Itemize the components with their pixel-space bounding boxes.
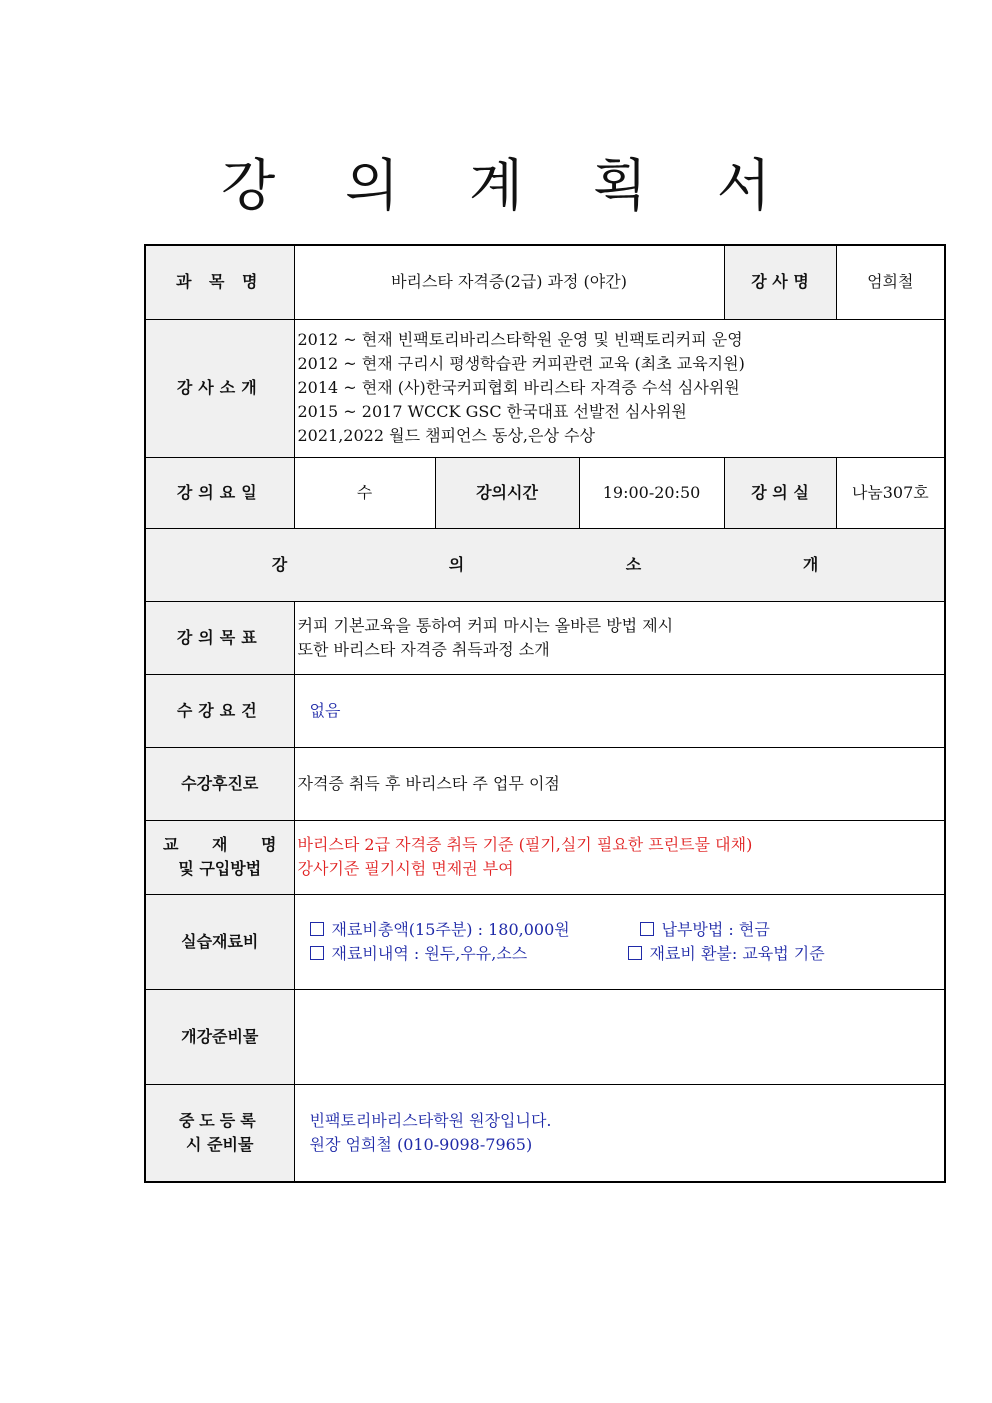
textbook-row [145,820,945,894]
intro-line: 2014 ~ 현재 (사)한국커피협회 바리스타 자격증 수석 심사위원 [297,378,740,397]
instructor-intro-content [294,319,945,457]
requirements-value: 없음 [309,700,341,720]
textbook-label-line2: 및 구입방법 [178,859,262,878]
room-label: 강 의 실 [751,482,809,502]
objective-label: 강의목표 [176,627,263,647]
preparation-row [145,989,945,1084]
career-value: 자격증 취득 후 바리스타 주 업무 이점 [297,773,560,793]
day-value: 수 [356,482,373,502]
intro-line: 2015 ~ 2017 WCCK GSC 한국대표 선발전 심사위원 [297,402,687,421]
course-label: 과 목 명 [175,272,264,292]
lecture-plan-table [144,244,946,1183]
midterm-label-line2: 시 준비물 [186,1134,254,1154]
midterm-label-line1: 중도등록 [178,1110,261,1130]
materials-row [145,894,945,989]
objective-content [294,601,945,674]
time-value: 19:00-20:50 [602,482,701,502]
requirements-row [145,674,945,747]
objective-row [145,601,945,674]
midterm-label [145,1084,294,1182]
checkbox-icon [628,946,642,960]
intro-header-row [145,528,945,601]
section-header-lecture-intro: 강 의 소 개 [271,554,897,574]
instructor-label: 강 사 명 [751,272,809,292]
materials-payment: 납부방법 : 현금 [661,919,770,939]
instructor-intro-label: 강사소개 [176,378,263,397]
midterm-content [294,1084,945,1182]
schedule-row [145,457,945,528]
materials-label: 실습재료비 [181,931,259,951]
materials-refund: 재료비 환불: 교육법 기준 [649,943,825,963]
career-row [145,747,945,820]
intro-line: 2012 ~ 현재 구리시 평생학습관 커피관련 교육 (최초 교육지원) [297,354,745,373]
room-value: 나눔307호 [851,482,929,502]
preparation-label: 개강준비물 [181,1026,259,1046]
textbook-content [294,820,945,894]
textbook-label [145,820,294,894]
midterm-line: 빈팩토리바리스타학원 원장입니다. [309,1110,552,1130]
textbook-line: 강사기준 필기시험 면제권 부여 [297,859,514,878]
textbook-label-line1: 교 재 명 [162,835,291,854]
checkbox-icon [640,922,654,936]
materials-details: 재료비내역 : 원두,우유,소스 [331,943,528,963]
objective-line: 또한 바리스타 자격증 취득과정 소개 [297,639,550,659]
instructor-intro-row [145,319,945,457]
textbook-line: 바리스타 2급 자격증 취득 기준 (필기,실기 필요한 프린트물 대채) [297,835,753,854]
course-row [145,245,945,319]
instructor-name: 엄희철 [867,272,914,292]
materials-total: 재료비총액(15주분) : 180,000원 [331,919,570,939]
checkbox-icon [310,922,324,936]
time-label: 강의시간 [476,482,538,502]
requirements-label: 수강요건 [176,700,263,720]
intro-line: 2012 ~ 현재 빈팩토리바리스타학원 운영 및 빈팩토리커피 운영 [297,330,743,349]
career-label: 수강후진로 [181,773,259,793]
checkbox-icon [310,946,324,960]
midterm-row [145,1084,945,1182]
midterm-line: 원장 엄희철 (010-9098-7965) [309,1134,533,1154]
course-name: 바리스타 자격증(2급) 과정 (야간) [391,272,627,292]
intro-line: 2021,2022 월드 챔피언스 동상,은상 수상 [297,426,595,445]
materials-content [294,894,945,989]
objective-line: 커피 기본교육을 통하여 커피 마시는 올바른 방법 제시 [297,615,674,635]
day-label: 강의요일 [176,482,263,502]
document-title: 강 의 계 획 서 [221,154,797,219]
